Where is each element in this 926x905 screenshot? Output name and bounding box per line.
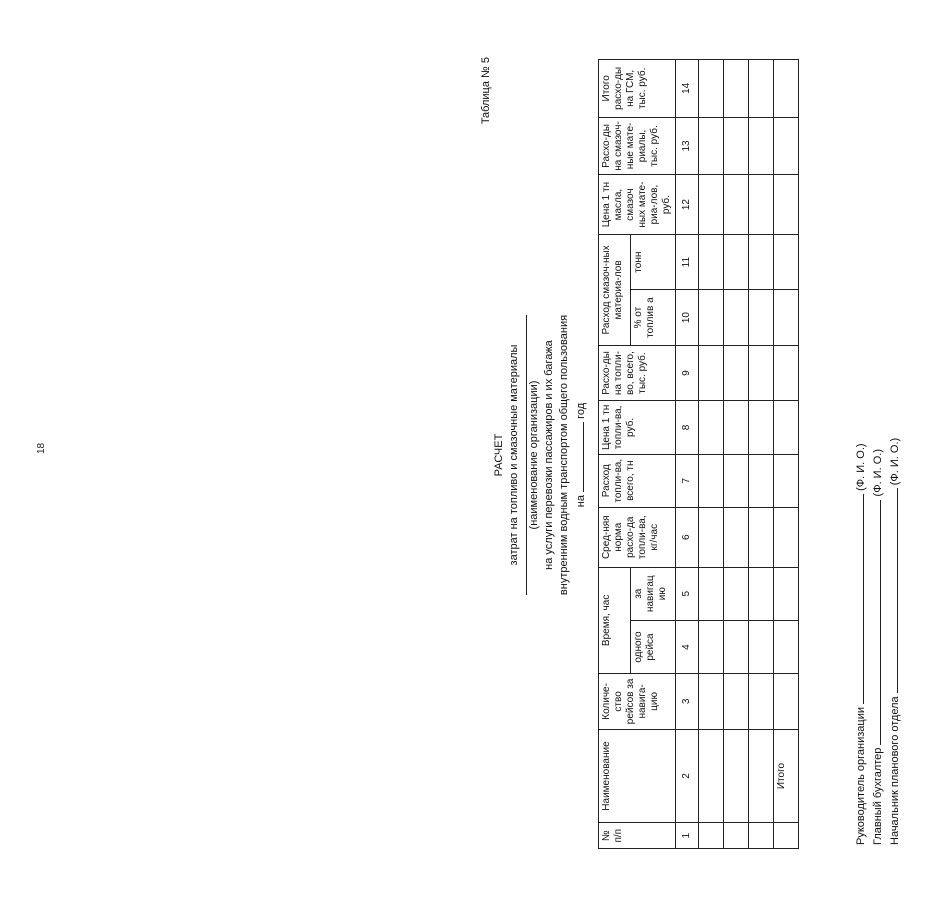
column-number: 9 [676,345,699,400]
header-fuel-price: Цена 1 тн топли-ва, руб. [599,401,676,454]
column-number: 10 [676,290,699,345]
table-cell [749,567,774,620]
table-cell [724,401,749,454]
table-cell [774,345,799,400]
signature-accountant-label: Главный бухгалтер [872,747,884,845]
table-cell [724,234,749,289]
header-fuel-cost: Расхо-ды на топли-во, всего, тыс. руб. [599,345,676,400]
table-cell [724,620,749,673]
header-name: Наименование [599,729,676,823]
header-per-navigation: за навигац ию [630,567,675,620]
column-number: 8 [676,401,699,454]
column-number: 5 [676,567,699,620]
signature-planning-fio: (Ф. И. О.) [889,437,901,486]
header-number: № п/п [599,823,676,849]
total-label: Итого [774,729,799,823]
table-cell [749,729,774,823]
signature-head [852,438,869,845]
table-label: Таблица № 5 [480,57,492,125]
total-row [774,60,799,849]
table-cell [699,60,724,118]
table-cell [699,234,724,289]
table-cell [774,620,799,673]
signature-accountant [869,438,886,845]
title-transport: внутренним водным транспортом общего пользования [558,314,570,596]
title-heading: РАСЧЕТ [493,433,505,477]
title-subheading: затрат на топливо и смазочные материалы [508,344,520,566]
column-number: 2 [676,729,699,823]
table-cell [724,729,749,823]
signature-head-fio: (Ф. И. О.) [855,443,867,491]
table-cell [724,175,749,235]
header-lub-cost: Расхо-ды на смазоч-ные мате-риалы, тыс. руб. [599,117,676,175]
table-cell [724,454,749,507]
table-cell [749,117,774,175]
table-cell [774,507,799,567]
rotated-content [470,45,926,865]
signature-line [886,488,898,693]
table-cell [724,117,749,175]
table-cell [699,729,724,823]
table-cell [749,175,774,235]
table-cell [749,507,774,567]
table-cell [699,175,724,235]
signature-planning [886,438,903,845]
signature-line [852,494,864,704]
column-number: 13 [676,117,699,175]
table-cell [699,454,724,507]
table-cell [774,234,799,289]
table-row [749,60,774,849]
header-trips: Количе-ство рейсов за навига-цию [599,674,676,729]
organization-caption: (наименование организации) [528,380,540,530]
table-cell [749,823,774,849]
table-cell [749,290,774,345]
table-cell [699,620,724,673]
table-cell [699,567,724,620]
year-suffix: год [575,402,587,419]
column-number: 12 [676,175,699,235]
table-cell [774,290,799,345]
column-number: 11 [676,234,699,289]
calculation-table [598,59,799,849]
table-cell [724,674,749,729]
table-cell [724,290,749,345]
title-block [492,45,589,865]
column-number: 6 [676,507,699,567]
table-cell [699,345,724,400]
header-avg-rate: Сред-няя норма расхо-да топли-ва, кг/час [599,507,676,567]
table-cell [749,674,774,729]
column-number-row [676,60,699,849]
header-time: Время, час [599,567,631,674]
title-year-line [572,45,589,865]
year-prefix: на [575,495,587,508]
table-cell [774,401,799,454]
table-cell [774,823,799,849]
header-fuel-total: Расход топли-ва, всего, тн [599,454,676,507]
header-total-gsm: Итого расхо-ды на ГСМ, тыс. руб. [599,60,676,118]
table-cell [699,674,724,729]
column-number: 4 [676,620,699,673]
column-number: 3 [676,674,699,729]
title-services: на услуги перевозки пассажиров и их багажа [543,340,555,570]
table-cell [774,567,799,620]
header-oil-price: Цена 1 тн масла, смазоч ных мате-риа-лов, руб. [599,175,676,235]
signature-block [852,438,903,845]
page-number: 18 [36,442,47,454]
table-cell [774,117,799,175]
year-blank [572,422,584,492]
table-cell [749,454,774,507]
table-cell [774,60,799,118]
header-tonnes: тонн [630,234,675,289]
table-cell [749,345,774,400]
table-row [724,60,749,849]
table-cell [724,567,749,620]
table-cell [749,60,774,118]
table-cell [724,60,749,118]
column-number: 7 [676,454,699,507]
table-cell [699,290,724,345]
table-cell [749,620,774,673]
header-row-1 [599,60,631,849]
header-percent-fuel: % от топлив а [630,290,675,345]
column-number: 1 [676,823,699,849]
column-number: 14 [676,60,699,118]
signature-accountant-fio: (Ф. И. О.) [872,449,884,497]
table-cell [749,234,774,289]
table-cell [749,401,774,454]
table-cell [724,823,749,849]
table-cell [699,117,724,175]
table-cell [699,823,724,849]
signature-line [869,500,881,745]
table-cell [724,345,749,400]
table-cell [774,674,799,729]
table-cell [699,507,724,567]
signature-planning-label: Начальник планового отдела [889,696,901,845]
signature-head-label: Руководитель организации [855,706,867,845]
table-cell [774,454,799,507]
table-cell [724,507,749,567]
table-cell [774,175,799,235]
header-per-trip: одного рейса [630,620,675,673]
table-row [699,60,724,849]
header-lubricants: Расход смазоч-ных материа-лов [599,234,631,345]
table-cell [699,401,724,454]
